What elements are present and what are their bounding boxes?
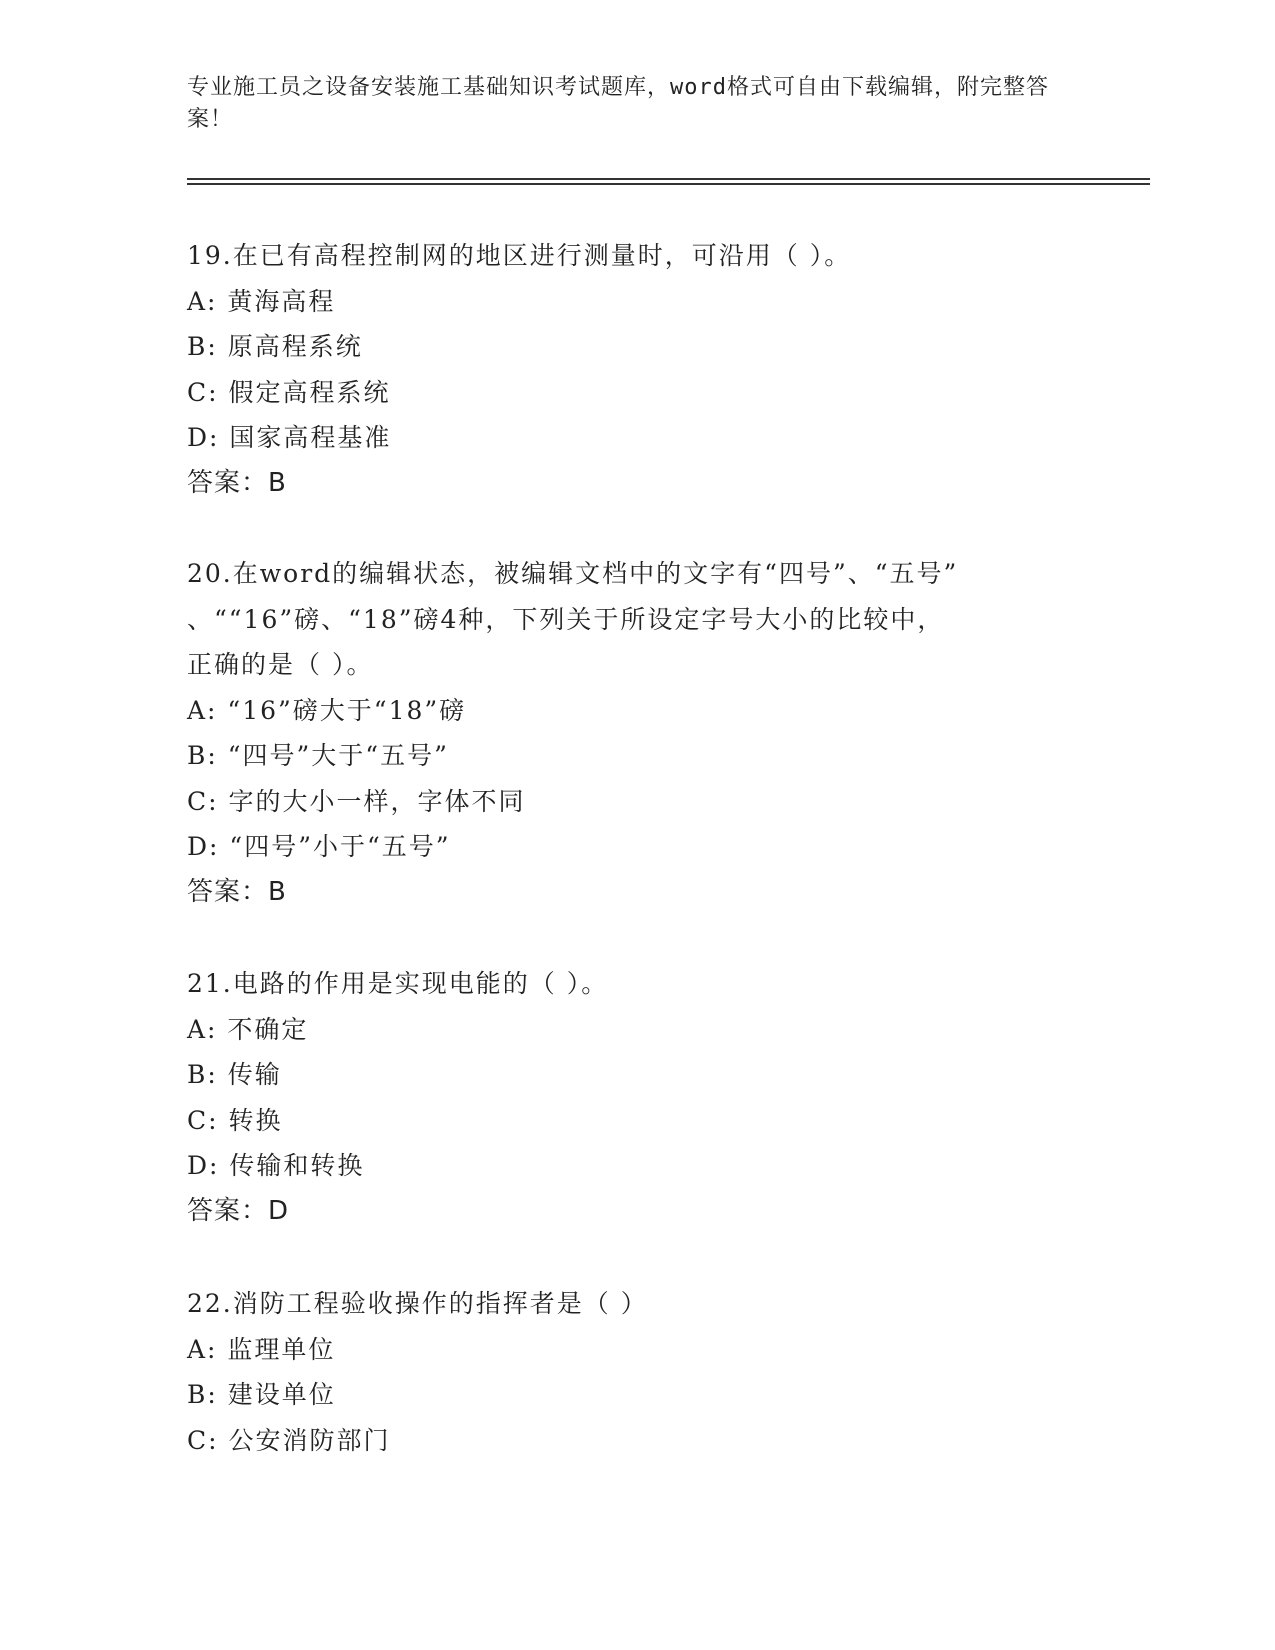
option-b: B: “四号”大于“五号” — [187, 741, 449, 770]
option-a: A: “16”磅大于“18”磅 — [187, 695, 467, 725]
option-c: C: 字的大小一样，字体不同 — [187, 786, 526, 816]
question-stem: 19.在已有高程控制网的地区进行测量时，可沿用（ ）。 — [187, 241, 852, 270]
question-stem-line-3: 正确的是（ ）。 — [187, 650, 374, 679]
option-c: C: 转换 — [187, 1105, 283, 1135]
option-d: D: “四号”小于“五号” — [187, 832, 451, 861]
option-d: D: 国家高程基准 — [187, 423, 392, 452]
question-20 — [187, 551, 1067, 915]
answer: 答案：B — [187, 876, 287, 907]
option-a: A: 监理单位 — [187, 1334, 336, 1364]
question-stem-line-1: 20.在word的编辑状态，被编辑文档中的文字有“四号”、“五号” — [187, 559, 959, 588]
header-title: 专业施工员之设备安装施工基础知识考试题库，word格式可自由下载编辑，附完整答案！ — [187, 75, 1049, 132]
answer: 答案：D — [187, 1195, 290, 1226]
question-stem-line-2: 、““16”磅、“18”磅4种，下列关于所设定字号大小的比较中， — [187, 604, 945, 634]
answer: 答案：B — [187, 467, 287, 498]
option-c: C: 假定高程系统 — [187, 377, 391, 407]
option-b: B: 传输 — [187, 1060, 282, 1089]
question-stem: 22.消防工程验收操作的指挥者是（ ） — [187, 1289, 648, 1318]
question-stem: 21.电路的作用是实现电能的（ ）。 — [187, 969, 609, 998]
option-b: B: 原高程系统 — [187, 332, 363, 361]
option-b: B: 建设单位 — [187, 1380, 336, 1409]
question-21 — [187, 961, 1067, 1234]
question-22 — [187, 1281, 1067, 1463]
option-d: D: 传输和转换 — [187, 1151, 365, 1180]
header-divider-top — [187, 178, 1150, 180]
option-a: A: 黄海高程 — [187, 286, 336, 316]
option-c: C: 公安消防部门 — [187, 1425, 391, 1455]
document-header — [187, 72, 1067, 136]
option-a: A: 不确定 — [187, 1014, 309, 1044]
header-divider-bottom — [187, 183, 1150, 185]
question-19 — [187, 233, 1067, 506]
